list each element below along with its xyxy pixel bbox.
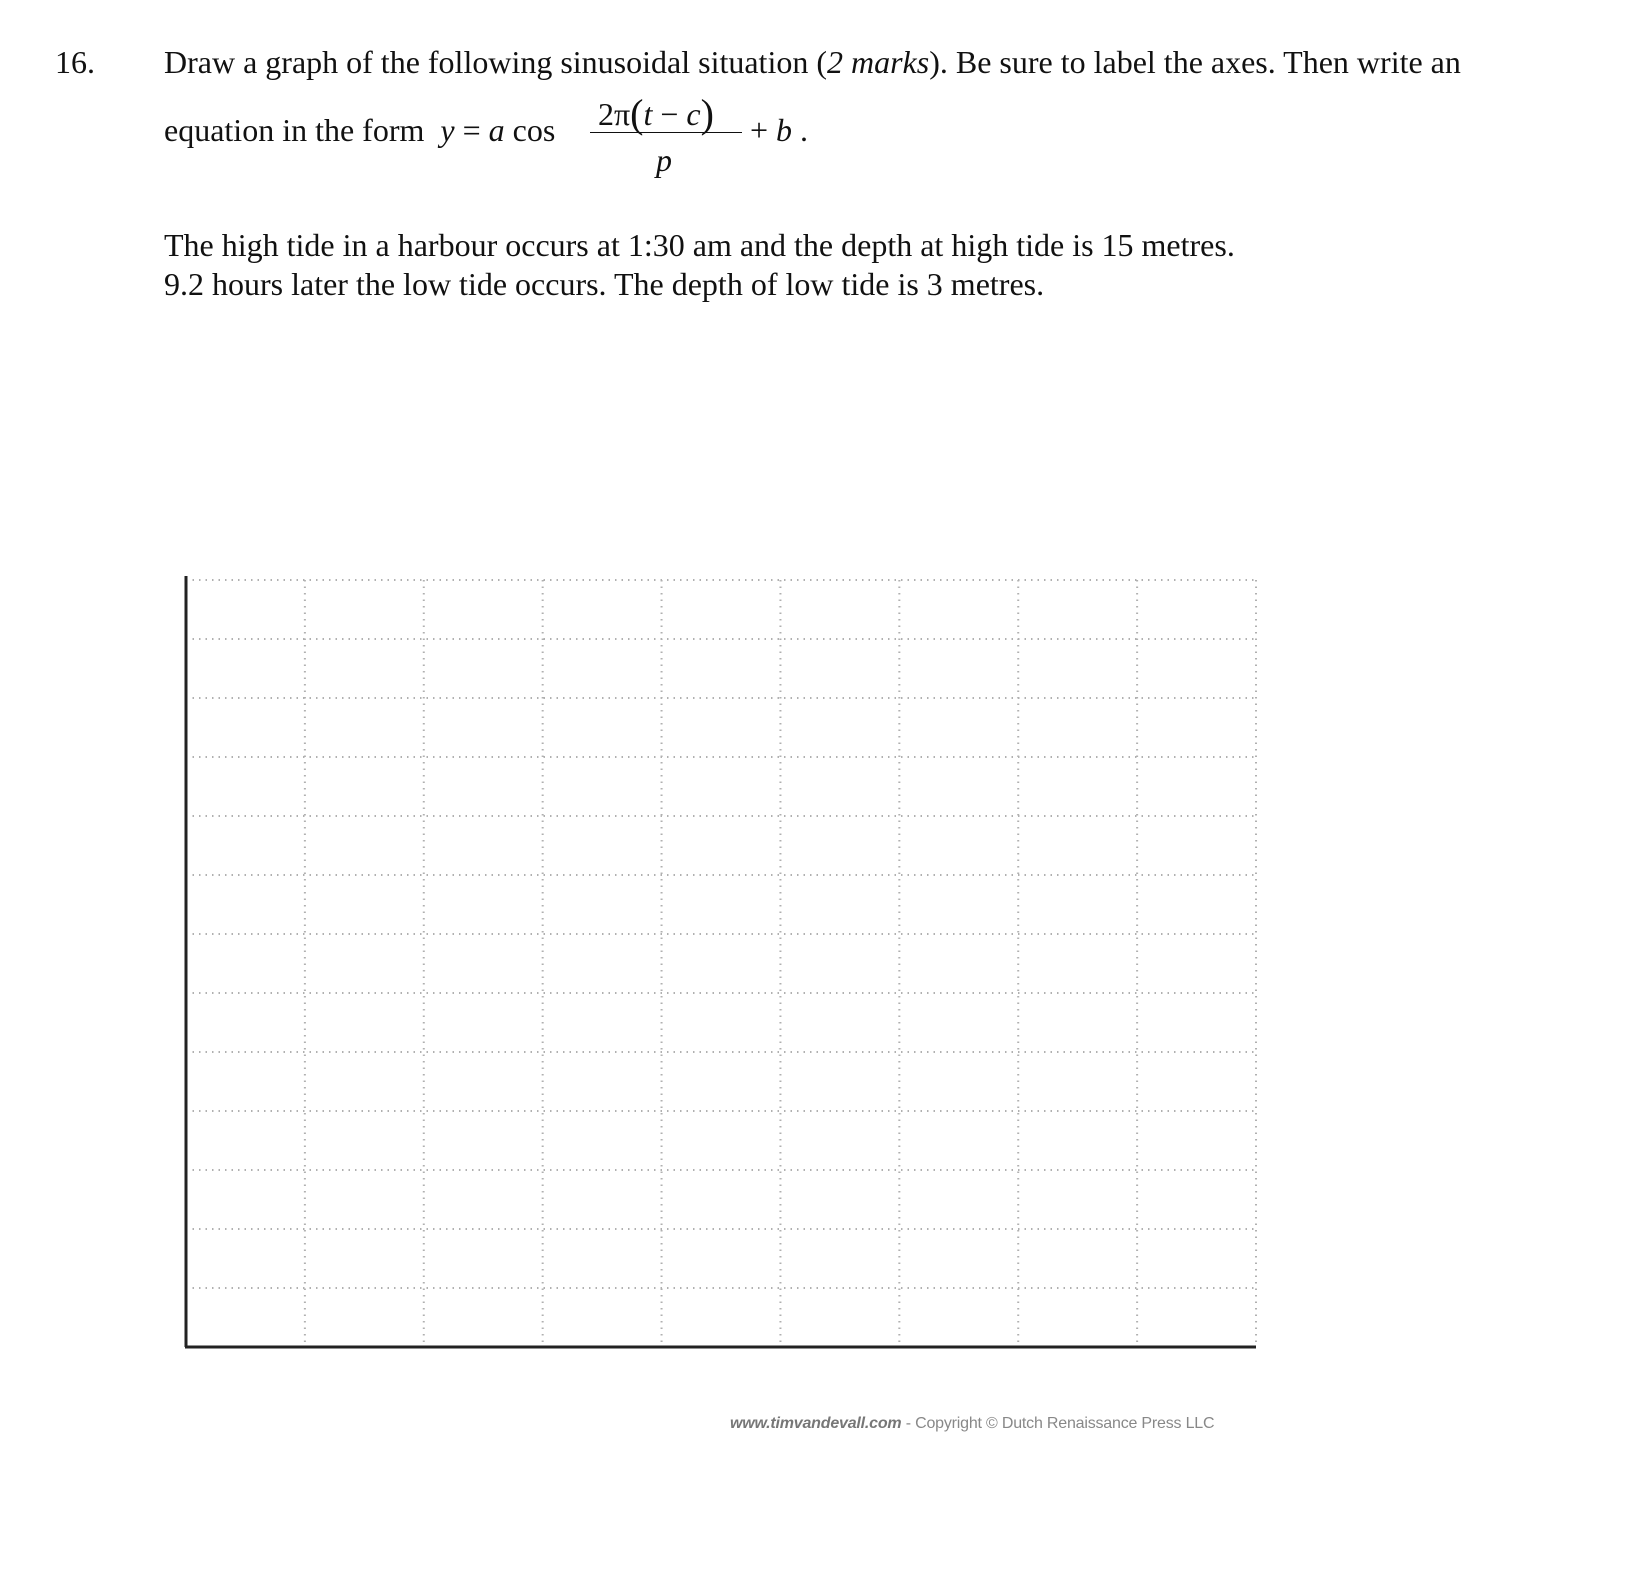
- graph-grid[interactable]: [180, 572, 1260, 1352]
- equation-fraction: [590, 82, 742, 192]
- question-line-2: [164, 112, 555, 149]
- equation-plus-b: [750, 112, 808, 149]
- equation-end: .: [792, 112, 809, 148]
- equation-cos: cos: [504, 112, 556, 148]
- close-paren: ): [700, 91, 714, 136]
- equation-y: y: [440, 112, 455, 148]
- equation-plus: +: [750, 112, 777, 148]
- fraction-numerator: [598, 88, 714, 135]
- instruction-text-b: ). Be sure to label the axes. Then write an: [929, 44, 1461, 80]
- fraction-bar: [590, 132, 742, 133]
- numerator-minus: −: [652, 96, 687, 132]
- equation-lhs: [440, 112, 555, 148]
- fraction-denominator: p: [656, 142, 672, 178]
- equation-a: a: [488, 112, 505, 148]
- problem-paragraph: [164, 226, 1235, 304]
- numerator-t: t: [643, 96, 653, 132]
- question-line-1: [164, 44, 1461, 81]
- footer-credit: [730, 1415, 1214, 1433]
- paragraph-line-1: The high tide in a harbour occurs at 1:30 am and the depth at high tide is 15 metres.: [164, 227, 1235, 263]
- paragraph-line-2: 9.2 hours later the low tide occurs. The depth of low tide is 3 metres.: [164, 266, 1045, 302]
- numerator-coeff: 2π: [598, 96, 631, 132]
- graph-paper[interactable]: [180, 572, 1260, 1352]
- equation-b: b: [776, 112, 793, 148]
- equation-equals: =: [454, 112, 489, 148]
- question-number: 16.: [55, 44, 95, 80]
- footer-copyright: - Copyright © Dutch Renaissance Press LLC: [901, 1415, 1215, 1432]
- equation-prefix: equation in the form: [164, 112, 425, 148]
- footer-site: www.timvandevall.com: [730, 1415, 902, 1432]
- open-paren: (: [630, 91, 644, 136]
- instruction-text-a: Draw a graph of the following sinusoidal situation (: [164, 44, 827, 80]
- numerator-c: c: [686, 96, 701, 132]
- marks-text: 2 marks: [826, 44, 930, 80]
